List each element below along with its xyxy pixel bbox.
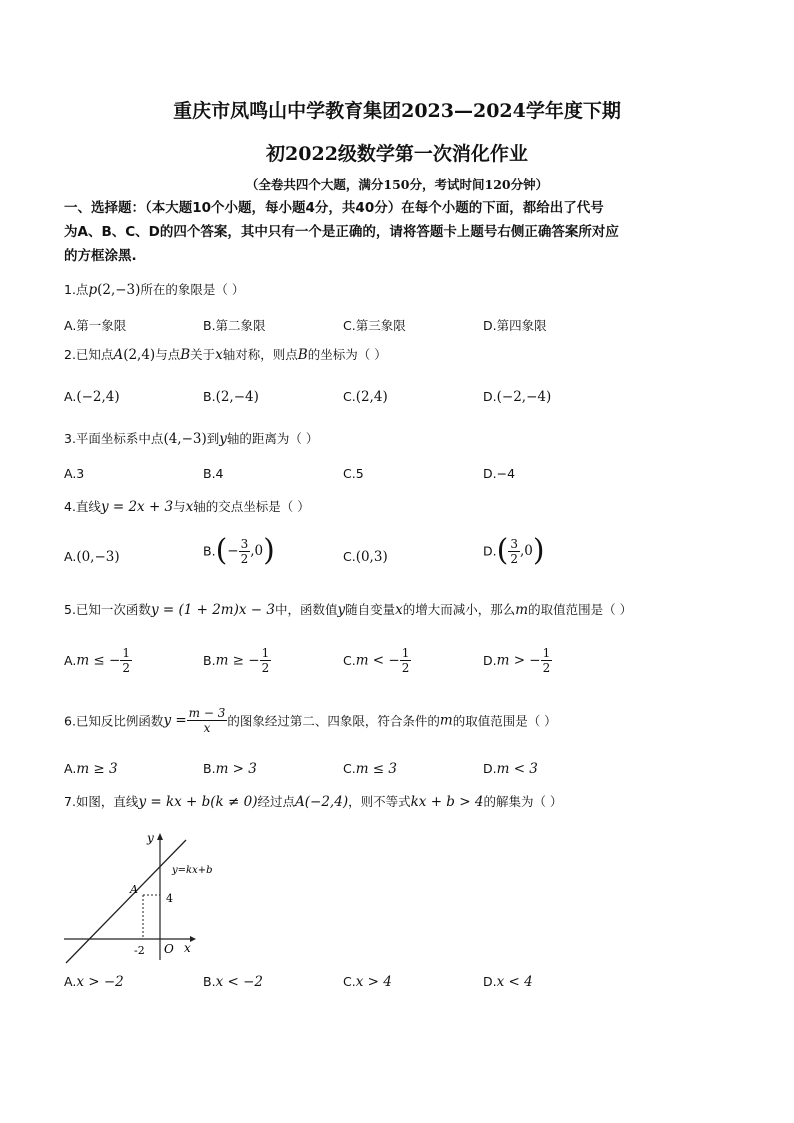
q5-a-prefix: A. xyxy=(64,653,77,668)
y-tick-label: 4 xyxy=(166,892,173,905)
q4-d-post: ,0 xyxy=(519,543,533,559)
q5-b-rel: m ≥ − xyxy=(215,652,260,669)
q2-text-c: 关于 xyxy=(190,347,216,362)
q6-text: 6.已知反比例函数 xyxy=(64,713,164,729)
q1-text-end: 所在的象限是（ ） xyxy=(140,282,245,297)
q5-c-num: 1 xyxy=(401,646,410,660)
q4-d-lparen: ( xyxy=(496,533,509,568)
q4-d-den: 2 xyxy=(510,551,518,566)
q2-math-b2: B xyxy=(297,347,308,363)
q2-option-c[interactable] xyxy=(343,389,388,405)
q4-b-den: 2 xyxy=(240,551,249,566)
q7-text-c: ，则不等式 xyxy=(348,794,411,809)
question-2 xyxy=(64,345,744,363)
q7-d-value: x < 4 xyxy=(496,974,533,990)
q6-den: x xyxy=(203,721,211,735)
q5-math-m: m xyxy=(515,602,529,618)
q5-option-a[interactable] xyxy=(64,646,132,675)
question-4 xyxy=(64,497,744,515)
question-7 xyxy=(64,792,744,810)
q4-text: 4.直线 xyxy=(64,499,101,514)
x-axis-label: x xyxy=(184,941,191,955)
q2-text-d: 轴对称，则点 xyxy=(222,347,298,362)
q5-math-x: x xyxy=(395,602,403,618)
question-3 xyxy=(64,429,744,447)
q1-math-point: (2,−3) xyxy=(97,282,141,298)
q6-num: m − 3 xyxy=(188,706,226,720)
q5-text-d: 的增大而减小，那么 xyxy=(402,602,516,617)
q2-option-b[interactable] xyxy=(203,389,259,405)
q4-c-value: (0,3) xyxy=(355,549,388,565)
x-tick-label: -2 xyxy=(134,944,145,957)
line-label: y=kx+b xyxy=(172,865,213,876)
q4-d-num: 3 xyxy=(510,536,518,551)
q7-text-d: 的解集为（ ） xyxy=(483,794,563,809)
q2-b-value: (2,−4) xyxy=(215,389,259,405)
q4-b-num: 3 xyxy=(240,536,249,551)
exam-subtitle: （全卷共四个大题，满分150分，考试时间120分钟） xyxy=(245,177,549,192)
section-line-2: 为A、B、C、D的四个答案，其中只有一个是正确的，请将答题卡上题号右侧正确答案所对应 xyxy=(64,224,619,240)
exam-title-line2: 初2022级数学第一次消化作业 xyxy=(266,143,528,165)
q5-d-rel: m > − xyxy=(496,652,541,669)
q7-c-value: x > 4 xyxy=(355,974,392,990)
q4-d-rparen: ) xyxy=(532,533,545,568)
q7-option-a[interactable] xyxy=(64,974,124,990)
q4-d-fraction xyxy=(508,537,520,566)
q5-b-num: 1 xyxy=(261,646,270,660)
q5-c-prefix: C. xyxy=(343,653,356,668)
q7-option-b[interactable] xyxy=(203,974,263,990)
q2-text-b: 与点 xyxy=(155,347,181,362)
q6-option-a[interactable] xyxy=(64,761,118,777)
q4-b-lparen: ( xyxy=(215,533,228,568)
q2-option-d[interactable] xyxy=(483,389,551,405)
linear-function-graph xyxy=(62,828,213,968)
q5-text: 5.已知一次函数 xyxy=(64,602,151,617)
q5-option-c[interactable] xyxy=(343,646,411,675)
q5-math-function: y = (1 + 2m)x − 3 xyxy=(150,602,275,618)
q7-c-prefix: C. xyxy=(343,974,356,989)
question-1 xyxy=(64,280,744,298)
question-5 xyxy=(64,600,744,618)
q5-math-y: y xyxy=(337,602,346,618)
q3-option-c[interactable]: C.5 xyxy=(343,466,364,481)
q4-b-fraction xyxy=(239,537,251,566)
q6-c-prefix: C. xyxy=(343,761,356,776)
q5-text-e: 的取值范围是（ ） xyxy=(528,602,633,617)
q6-option-d[interactable] xyxy=(483,761,538,777)
q2-a-value: (−2,4) xyxy=(76,389,120,405)
q4-b-rparen: ) xyxy=(263,533,275,568)
q4-option-b[interactable] xyxy=(203,533,275,568)
q6-math-y: y = xyxy=(163,712,187,729)
q5-c-den: 2 xyxy=(401,661,410,675)
q2-d-value: (−2,−4) xyxy=(496,389,552,405)
q4-text-b: 与 xyxy=(173,499,186,514)
q2-option-a[interactable] xyxy=(64,389,120,405)
q7-math-point: A(−2,4) xyxy=(295,794,349,810)
q6-option-b[interactable] xyxy=(203,761,257,777)
q5-text-c: 随自变量 xyxy=(345,602,396,617)
q3-math-point: (4,−3) xyxy=(163,431,207,447)
q5-b-prefix: B. xyxy=(203,653,216,668)
q7-math-line: y = kx + b(k ≠ 0) xyxy=(138,794,258,810)
section-instructions xyxy=(64,196,734,268)
q6-b-prefix: B. xyxy=(203,761,216,776)
q7-b-value: x < −2 xyxy=(215,974,263,990)
q7-a-value: x > −2 xyxy=(76,974,124,990)
section-line-1: 一、选择题：（本大题10个小题，每小题4分，共40分）在每个小题的下面，都给出了代号 xyxy=(64,200,604,216)
q6-option-c[interactable] xyxy=(343,761,397,777)
q3-text-b: 到 xyxy=(206,431,220,446)
q4-option-d[interactable] xyxy=(483,533,545,568)
q2-math-a: A xyxy=(113,347,124,363)
q6-fraction xyxy=(187,706,228,735)
q6-d-value: m < 3 xyxy=(496,761,538,777)
q6-d-prefix: D. xyxy=(483,761,497,776)
q5-b-fraction xyxy=(260,646,272,675)
q4-b-minus: − xyxy=(227,543,239,559)
q3-option-d[interactable]: D.−4 xyxy=(483,466,516,481)
q1-option-b[interactable]: B.第二象限 xyxy=(203,318,266,333)
q7-text: 7.如图，直线 xyxy=(64,794,139,809)
q3-math-y: y xyxy=(219,431,227,447)
q5-c-fraction xyxy=(400,646,412,675)
q2-d-prefix: D. xyxy=(483,389,497,404)
q7-option-d[interactable] xyxy=(483,974,533,990)
q6-text-b: 的图象经过第二、四象限，符合条件的 xyxy=(227,713,440,729)
q1-option-c[interactable]: C.第三象限 xyxy=(343,318,406,333)
q2-math-x: x xyxy=(215,347,223,363)
y-axis-arrow xyxy=(157,833,163,840)
q4-a-value: (0,−3) xyxy=(76,549,120,565)
q7-math-inequality: kx + b > 4 xyxy=(410,794,484,810)
q5-a-num: 1 xyxy=(122,646,130,660)
q4-c-prefix: C. xyxy=(343,549,356,564)
q6-math-m: m xyxy=(439,712,453,729)
q5-d-fraction xyxy=(541,646,553,675)
q5-text-b: 中，函数值 xyxy=(274,602,338,617)
q6-text-c: 的取值范围是（ ） xyxy=(452,713,557,729)
q1-math-p: p xyxy=(88,282,98,298)
q4-b-post: ,0 xyxy=(250,543,264,559)
q2-text-e: 的坐标为（ ） xyxy=(307,347,387,362)
q7-text-b: 经过点 xyxy=(257,794,296,809)
x-axis-arrow xyxy=(190,936,196,942)
q2-b-prefix: B. xyxy=(203,389,216,404)
q7-a-prefix: A. xyxy=(64,974,77,989)
question-6 xyxy=(64,706,744,735)
q5-option-b[interactable] xyxy=(203,646,271,675)
q1-option-a[interactable]: A.第一象限 xyxy=(64,318,127,333)
section-line-3: 的方框涂黑. xyxy=(64,248,137,264)
q2-math-point: (2,4) xyxy=(123,347,156,363)
exam-title-line1: 重庆市凤鸣山中学教育集团2023—2024学年度下期 xyxy=(173,100,621,122)
q4-a-prefix: A. xyxy=(64,549,77,564)
q3-option-a[interactable]: A.3 xyxy=(64,466,85,481)
q3-text-c: 轴的距离为（ ） xyxy=(226,431,319,446)
q7-option-c[interactable] xyxy=(343,974,392,990)
q2-a-prefix: A. xyxy=(64,389,77,404)
q5-d-prefix: D. xyxy=(483,653,497,668)
q5-a-den: 2 xyxy=(122,661,130,675)
q2-c-value: (2,4) xyxy=(355,389,388,405)
q5-c-rel: m < − xyxy=(355,652,400,669)
q2-text: 2.已知点 xyxy=(64,347,114,362)
q4-option-a[interactable] xyxy=(64,549,120,565)
q6-c-value: m ≤ 3 xyxy=(355,761,397,777)
q5-d-den: 2 xyxy=(542,661,551,675)
q6-a-prefix: A. xyxy=(64,761,77,776)
q5-a-fraction xyxy=(120,646,132,675)
point-a-label: A xyxy=(130,883,138,896)
q1-option-d[interactable]: D.第四象限 xyxy=(483,318,547,333)
q4-math-x: x xyxy=(185,499,194,515)
q7-d-prefix: D. xyxy=(483,974,497,989)
q4-math-line: y = 2x + 3 xyxy=(100,499,174,515)
q2-math-b: B xyxy=(180,347,191,363)
q6-a-value: m ≥ 3 xyxy=(76,761,118,777)
q1-text: 1.点 xyxy=(64,282,89,297)
q5-a-rel: m ≤ − xyxy=(76,652,121,669)
q5-d-num: 1 xyxy=(542,646,551,660)
q5-b-den: 2 xyxy=(261,661,270,675)
q3-text: 3.平面坐标系中点 xyxy=(64,431,164,446)
q4-d-prefix: D. xyxy=(483,543,497,559)
y-axis-label: y xyxy=(147,831,154,845)
q6-b-value: m > 3 xyxy=(215,761,257,777)
q4-option-c[interactable] xyxy=(343,549,388,565)
q4-b-prefix: B. xyxy=(203,543,216,559)
q4-text-c: 轴的交点坐标是（ ） xyxy=(193,499,310,514)
origin-label: O xyxy=(164,942,174,956)
q5-option-d[interactable] xyxy=(483,646,552,675)
q2-c-prefix: C. xyxy=(343,389,356,404)
q7-b-prefix: B. xyxy=(203,974,216,989)
q3-option-b[interactable]: B.4 xyxy=(203,466,224,481)
